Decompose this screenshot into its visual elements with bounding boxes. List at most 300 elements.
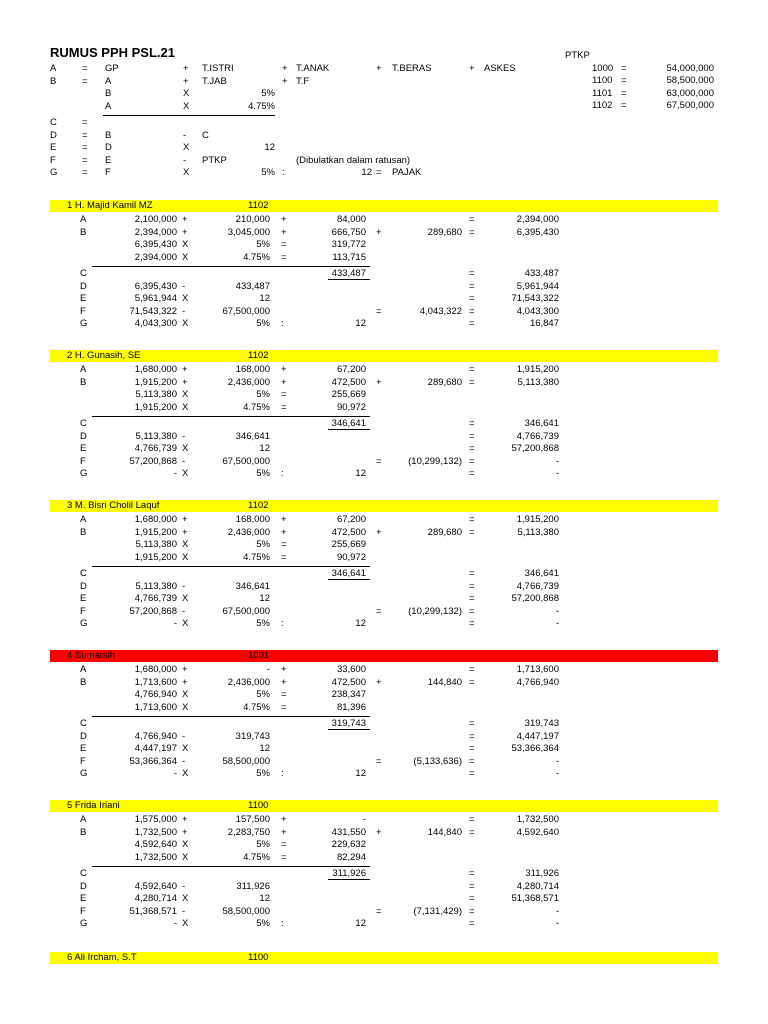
- calc-cell: D: [80, 430, 87, 442]
- calc-cell: (10,299,132): [408, 605, 462, 617]
- calc-cell: 346,641: [524, 568, 559, 579]
- formula-cell: A: [50, 63, 57, 74]
- calc-cell: 433,487: [235, 280, 270, 292]
- formula-cell: =: [82, 142, 88, 153]
- calc-cell: X: [182, 618, 189, 629]
- calc-cell: 1,575,000: [134, 814, 177, 825]
- formula-cell: ASKES: [484, 63, 516, 74]
- calc-cell: A: [80, 664, 87, 675]
- calc-cell: 113,715: [332, 251, 366, 263]
- calc-cell: -: [182, 880, 186, 892]
- calc-cell: 346,641: [524, 418, 559, 429]
- calc-cell: =: [281, 551, 287, 563]
- formula-cell: +: [469, 63, 475, 74]
- c-value-underline: [328, 279, 370, 280]
- calc-cell: G: [80, 618, 88, 629]
- calc-cell: 2,100,000: [134, 214, 177, 225]
- calc-cell: 157,500: [235, 814, 270, 825]
- calc-cell: 238,347: [331, 689, 366, 700]
- calc-cell: 4,766,739: [134, 443, 177, 454]
- ptkp-eq: =: [621, 63, 627, 74]
- ptkp-value: 63,000,000: [666, 87, 714, 99]
- formula-cell: :: [282, 167, 285, 178]
- formula-cell: E: [105, 154, 112, 166]
- calc-cell: 5,113,380: [135, 430, 177, 442]
- formula-cell: C: [50, 117, 57, 128]
- ptkp-eq: =: [621, 100, 627, 112]
- ptkp-value: 67,500,000: [666, 100, 714, 112]
- formula-cell: T.ISTRI: [202, 63, 234, 74]
- calc-cell: C: [80, 868, 87, 879]
- calc-cell: 57,200,868: [511, 593, 559, 604]
- calc-cell: X: [182, 551, 189, 563]
- calc-cell: 5,113,380: [135, 580, 177, 592]
- calc-cell: 5%: [256, 618, 270, 629]
- calc-cell: G: [80, 318, 88, 329]
- calc-cell: 5%: [256, 239, 270, 250]
- calc-cell: X: [182, 468, 189, 479]
- calc-cell: =: [469, 568, 475, 579]
- calc-cell: +: [376, 526, 382, 538]
- calc-cell: =: [469, 214, 475, 225]
- formula-cell: F: [105, 167, 111, 178]
- calc-cell: 53,366,364: [129, 755, 177, 767]
- calc-cell: +: [281, 814, 287, 825]
- formula-cell: X: [183, 100, 190, 112]
- calc-cell: +: [182, 814, 188, 825]
- calc-cell: -: [182, 605, 186, 617]
- ptkp-code: 1101: [592, 87, 613, 99]
- employee-ptkp-code: 1100: [248, 800, 269, 811]
- calc-cell: 346,641: [235, 430, 270, 442]
- calc-cell: 1,915,200: [516, 514, 559, 525]
- calc-cell: 4,043,322: [419, 305, 462, 317]
- calc-cell: B: [80, 676, 87, 688]
- calc-cell: B: [80, 826, 87, 838]
- calc-cell: -: [182, 305, 186, 317]
- formula-cell: GP: [105, 63, 119, 74]
- calc-cell: 4,766,739: [134, 593, 177, 604]
- formula-cell: X: [183, 167, 190, 178]
- employee-ptkp-code: 1102: [248, 350, 269, 361]
- calc-cell: =: [469, 364, 475, 375]
- calc-cell: =: [469, 880, 475, 892]
- calc-cell: -: [555, 455, 559, 467]
- formula-cell: 12: [264, 142, 275, 153]
- employee-name: 3 M. Bisri Cholil Laquf: [67, 500, 160, 511]
- calc-cell: +: [182, 526, 188, 538]
- calc-cell: =: [469, 526, 475, 538]
- c-value-underline: [328, 879, 370, 880]
- formula-cell: B: [105, 88, 112, 99]
- calc-cell: A: [80, 514, 87, 525]
- calc-cell: -: [555, 755, 559, 767]
- calc-cell: D: [80, 730, 87, 742]
- ptkp-eq: =: [621, 75, 627, 87]
- formula-cell: =: [82, 63, 88, 74]
- calc-cell: +: [281, 376, 287, 388]
- calc-cell: +: [281, 526, 287, 538]
- calc-cell: 1,680,000: [134, 364, 177, 375]
- calc-cell: (7,131,429): [413, 905, 462, 917]
- calc-cell: 289,680: [427, 526, 462, 538]
- calc-cell: 1,680,000: [134, 514, 177, 525]
- calc-cell: 12: [259, 293, 270, 304]
- calc-cell: =: [469, 605, 475, 617]
- calc-cell: E: [80, 293, 87, 304]
- calc-cell: -: [555, 618, 559, 629]
- calc-cell: =: [469, 455, 475, 467]
- calc-cell: X: [182, 743, 189, 754]
- calc-cell: 346,641: [331, 568, 366, 579]
- calc-cell: 71,543,322: [511, 293, 559, 304]
- ptkp-value: 54,000,000: [666, 63, 714, 74]
- calc-cell: 57,200,868: [129, 605, 177, 617]
- calc-cell: =: [376, 605, 382, 617]
- calc-cell: 289,680: [427, 226, 462, 238]
- calc-cell: 53,366,364: [511, 743, 559, 754]
- calc-cell: 346,641: [235, 580, 270, 592]
- formula-cell: PTKP: [202, 154, 227, 166]
- calc-cell: 5%: [256, 389, 270, 400]
- calc-cell: +: [281, 364, 287, 375]
- calc-cell: 4,766,739: [516, 580, 559, 592]
- calc-cell: +: [376, 376, 382, 388]
- calc-cell: -: [362, 814, 366, 825]
- calc-cell: -: [182, 755, 186, 767]
- calc-cell: =: [469, 893, 475, 904]
- formula-cell: B: [105, 129, 112, 141]
- calc-cell: 311,926: [236, 880, 270, 892]
- subtotal-rule: [92, 866, 370, 867]
- calc-cell: =: [376, 755, 382, 767]
- calc-cell: +: [376, 226, 382, 238]
- calc-cell: X: [182, 851, 189, 863]
- calc-cell: (10,299,132): [408, 455, 462, 467]
- calc-cell: 319,743: [331, 718, 366, 729]
- subtotal-rule: [92, 716, 370, 717]
- formula-cell: A: [105, 75, 112, 87]
- calc-cell: 1,713,600: [134, 701, 177, 713]
- calc-cell: 5%: [256, 468, 270, 479]
- calc-cell: +: [281, 514, 287, 525]
- employee-band: [50, 952, 718, 964]
- calc-cell: -: [173, 618, 177, 629]
- calc-cell: +: [281, 676, 287, 688]
- formula-cell: T.ANAK: [296, 63, 330, 74]
- calc-cell: B: [80, 376, 87, 388]
- employee-name: 5 Frida Iriani: [67, 800, 120, 811]
- calc-cell: 1,680,000: [134, 664, 177, 675]
- ptkp-value: 58,500,000: [666, 75, 714, 87]
- formula-cell: 12: [361, 167, 372, 178]
- calc-cell: 4,592,640: [516, 826, 559, 838]
- calc-cell: 90,972: [336, 401, 366, 413]
- calc-cell: 12: [259, 743, 270, 754]
- calc-cell: 5%: [256, 839, 270, 850]
- formula-cell: +: [282, 63, 288, 74]
- subtotal-rule: [92, 266, 370, 267]
- calc-cell: X: [182, 689, 189, 700]
- calc-cell: =: [281, 839, 287, 850]
- calc-cell: 5,961,944: [134, 293, 177, 304]
- calc-cell: =: [376, 455, 382, 467]
- calc-cell: =: [469, 768, 475, 779]
- calc-cell: +: [281, 226, 287, 238]
- calc-cell: 12: [259, 593, 270, 604]
- ptkp-header: PTKP: [565, 50, 590, 61]
- calc-cell: 4.75%: [243, 701, 270, 713]
- calc-cell: X: [182, 401, 189, 413]
- calc-cell: =: [469, 826, 475, 838]
- calc-cell: 1,732,500: [134, 826, 177, 838]
- calc-cell: 16,847: [529, 318, 559, 329]
- calc-cell: 311,926: [332, 868, 366, 879]
- calc-cell: 1,915,200: [134, 526, 177, 538]
- calc-cell: 4,447,197: [134, 743, 177, 754]
- calc-cell: -: [182, 730, 186, 742]
- calc-cell: 67,500,000: [222, 455, 270, 467]
- formula-cell: X: [183, 88, 190, 99]
- calc-cell: 1,713,600: [134, 676, 177, 688]
- calc-cell: X: [182, 893, 189, 904]
- formula-cell: G: [50, 167, 58, 178]
- calc-cell: 71,543,322: [129, 305, 177, 317]
- calc-cell: X: [182, 768, 189, 779]
- calc-cell: 144,840: [427, 676, 462, 688]
- calc-cell: X: [182, 389, 189, 400]
- calc-cell: 4.75%: [243, 401, 270, 413]
- employee-band: [50, 800, 718, 812]
- calc-cell: 4,592,640: [134, 880, 177, 892]
- calc-cell: C: [80, 268, 87, 279]
- calc-cell: 2,436,000: [227, 376, 270, 388]
- calc-cell: =: [469, 443, 475, 454]
- calc-cell: +: [281, 664, 287, 675]
- calc-cell: 82,294: [336, 851, 366, 863]
- calc-cell: =: [469, 514, 475, 525]
- calc-cell: =: [469, 593, 475, 604]
- calc-cell: A: [80, 214, 87, 225]
- calc-cell: 12: [259, 443, 270, 454]
- calc-cell: =: [469, 418, 475, 429]
- formula-cell: =: [82, 117, 88, 128]
- calc-cell: 255,669: [331, 539, 366, 550]
- formula-cell: T.BERAS: [392, 63, 432, 74]
- calc-cell: =: [469, 868, 475, 879]
- calc-cell: 289,680: [427, 376, 462, 388]
- calc-cell: +: [182, 514, 188, 525]
- calc-cell: F: [80, 305, 86, 317]
- calc-cell: 1,915,200: [134, 376, 177, 388]
- calc-cell: +: [182, 826, 188, 838]
- calc-cell: 5%: [256, 318, 270, 329]
- employee-band: [50, 650, 718, 662]
- calc-cell: =: [281, 689, 287, 700]
- calc-cell: F: [80, 755, 86, 767]
- ptkp-code: 1000: [592, 63, 614, 74]
- calc-cell: A: [80, 814, 87, 825]
- calc-cell: 12: [355, 618, 366, 629]
- ptkp-code: 1102: [592, 100, 613, 112]
- calc-cell: F: [80, 605, 86, 617]
- calc-cell: 255,669: [331, 389, 366, 400]
- calc-cell: +: [281, 826, 287, 838]
- calc-cell: 4.75%: [243, 251, 270, 263]
- calc-cell: 6,395,430: [134, 280, 177, 292]
- calc-cell: X: [182, 701, 189, 713]
- calc-cell: =: [469, 430, 475, 442]
- calc-cell: =: [376, 305, 382, 317]
- calc-cell: 90,972: [336, 551, 366, 563]
- calc-cell: 1,732,500: [134, 851, 177, 863]
- calc-cell: X: [182, 443, 189, 454]
- c-value-underline: [328, 729, 370, 730]
- calc-cell: =: [281, 251, 287, 263]
- ptkp-eq: =: [621, 87, 627, 99]
- calc-cell: =: [469, 468, 475, 479]
- calc-cell: X: [182, 318, 189, 329]
- calc-cell: X: [182, 539, 189, 550]
- calc-cell: -: [555, 768, 559, 779]
- calc-cell: 311,926: [525, 868, 559, 879]
- calc-cell: =: [469, 918, 475, 929]
- calc-cell: 1,915,200: [134, 401, 177, 413]
- ptkp-code: 1100: [592, 75, 613, 87]
- calc-cell: 51,368,571: [129, 905, 177, 917]
- calc-cell: 4,447,197: [516, 730, 559, 742]
- formula-cell: +: [183, 75, 189, 87]
- calc-cell: =: [469, 905, 475, 917]
- formula-cell: PAJAK: [392, 167, 422, 178]
- calc-cell: 57,200,868: [129, 455, 177, 467]
- calc-cell: -: [555, 605, 559, 617]
- calc-cell: C: [80, 568, 87, 579]
- calc-cell: 67,200: [336, 514, 366, 525]
- formula-cell: +: [282, 75, 288, 87]
- calc-cell: +: [182, 364, 188, 375]
- calc-cell: 433,487: [331, 268, 366, 279]
- calc-cell: 4,280,714: [516, 880, 559, 892]
- calc-cell: F: [80, 905, 86, 917]
- calc-cell: 433,487: [524, 268, 559, 279]
- calc-cell: -: [182, 580, 186, 592]
- calc-cell: +: [182, 376, 188, 388]
- calc-cell: 12: [355, 768, 366, 779]
- formula-sum-rule: [103, 115, 275, 116]
- calc-cell: 81,396: [336, 701, 366, 713]
- calc-cell: =: [469, 814, 475, 825]
- calc-cell: 5,113,380: [517, 526, 559, 538]
- calc-cell: 5,961,944: [516, 280, 559, 292]
- calc-cell: 5,113,380: [135, 539, 177, 550]
- calc-cell: 12: [355, 318, 366, 329]
- calc-cell: =: [281, 239, 287, 250]
- calc-cell: 5%: [256, 768, 270, 779]
- calc-cell: 33,600: [336, 664, 366, 675]
- calc-cell: C: [80, 718, 87, 729]
- calc-cell: 319,743: [235, 730, 270, 742]
- formula-cell: E: [50, 142, 57, 153]
- calc-cell: 2,394,000: [134, 251, 177, 263]
- formula-cell: =: [82, 154, 88, 166]
- calc-cell: B: [80, 226, 87, 238]
- calc-cell: :: [281, 468, 284, 479]
- calc-cell: 12: [355, 918, 366, 929]
- formula-cell: D: [50, 129, 57, 141]
- calc-cell: 5%: [256, 918, 270, 929]
- calc-cell: G: [80, 768, 88, 779]
- calc-cell: 12: [355, 468, 366, 479]
- formula-cell: -: [183, 129, 187, 141]
- employee-ptkp-code: 1001: [248, 650, 270, 661]
- formula-cell: +: [183, 63, 189, 74]
- calc-cell: -: [555, 905, 559, 917]
- calc-cell: =: [469, 664, 475, 675]
- calc-cell: =: [469, 676, 475, 688]
- calc-cell: 3,045,000: [227, 226, 270, 238]
- calc-cell: E: [80, 743, 87, 754]
- calc-cell: 472,500: [331, 526, 366, 538]
- calc-cell: 319,772: [331, 239, 366, 250]
- calc-cell: 12: [259, 893, 270, 904]
- calc-cell: F: [80, 455, 86, 467]
- calc-cell: -: [266, 664, 270, 675]
- calc-cell: =: [469, 280, 475, 292]
- calc-cell: -: [173, 918, 177, 929]
- calc-cell: B: [80, 526, 87, 538]
- formula-cell: A: [105, 100, 112, 112]
- calc-cell: :: [281, 318, 284, 329]
- calc-cell: =: [469, 293, 475, 304]
- calc-cell: 168,000: [235, 514, 270, 525]
- formula-cell: B: [50, 75, 57, 87]
- calc-cell: 58,500,000: [222, 755, 270, 767]
- calc-cell: E: [80, 593, 87, 604]
- calc-cell: 1,915,200: [516, 364, 559, 375]
- calc-cell: 5%: [256, 539, 270, 550]
- formula-cell: D: [105, 142, 112, 153]
- calc-cell: =: [469, 305, 475, 317]
- calc-cell: X: [182, 593, 189, 604]
- subtotal-rule: [92, 416, 370, 417]
- calc-cell: 84,000: [336, 214, 366, 225]
- calc-cell: 4,043,300: [134, 318, 177, 329]
- calc-cell: C: [80, 418, 87, 429]
- formula-cell: F: [50, 154, 56, 166]
- calc-cell: 57,200,868: [511, 443, 559, 454]
- calc-cell: (5,133,636): [413, 755, 462, 767]
- calc-cell: -: [182, 455, 186, 467]
- calc-cell: 67,200: [336, 364, 366, 375]
- calc-cell: 1,915,200: [134, 551, 177, 563]
- calc-cell: +: [376, 826, 382, 838]
- calc-cell: D: [80, 280, 87, 292]
- calc-cell: X: [182, 839, 189, 850]
- calc-cell: 58,500,000: [222, 905, 270, 917]
- calc-cell: 4.75%: [243, 551, 270, 563]
- calc-cell: 2,436,000: [227, 676, 270, 688]
- formula-cell: T.F: [296, 75, 310, 87]
- calc-cell: -: [173, 768, 177, 779]
- calc-cell: -: [555, 468, 559, 479]
- calc-cell: =: [469, 718, 475, 729]
- calc-cell: 5%: [256, 689, 270, 700]
- calc-cell: =: [469, 318, 475, 329]
- calc-cell: +: [182, 214, 188, 225]
- calc-cell: =: [281, 851, 287, 863]
- calc-cell: 1,732,500: [516, 814, 559, 825]
